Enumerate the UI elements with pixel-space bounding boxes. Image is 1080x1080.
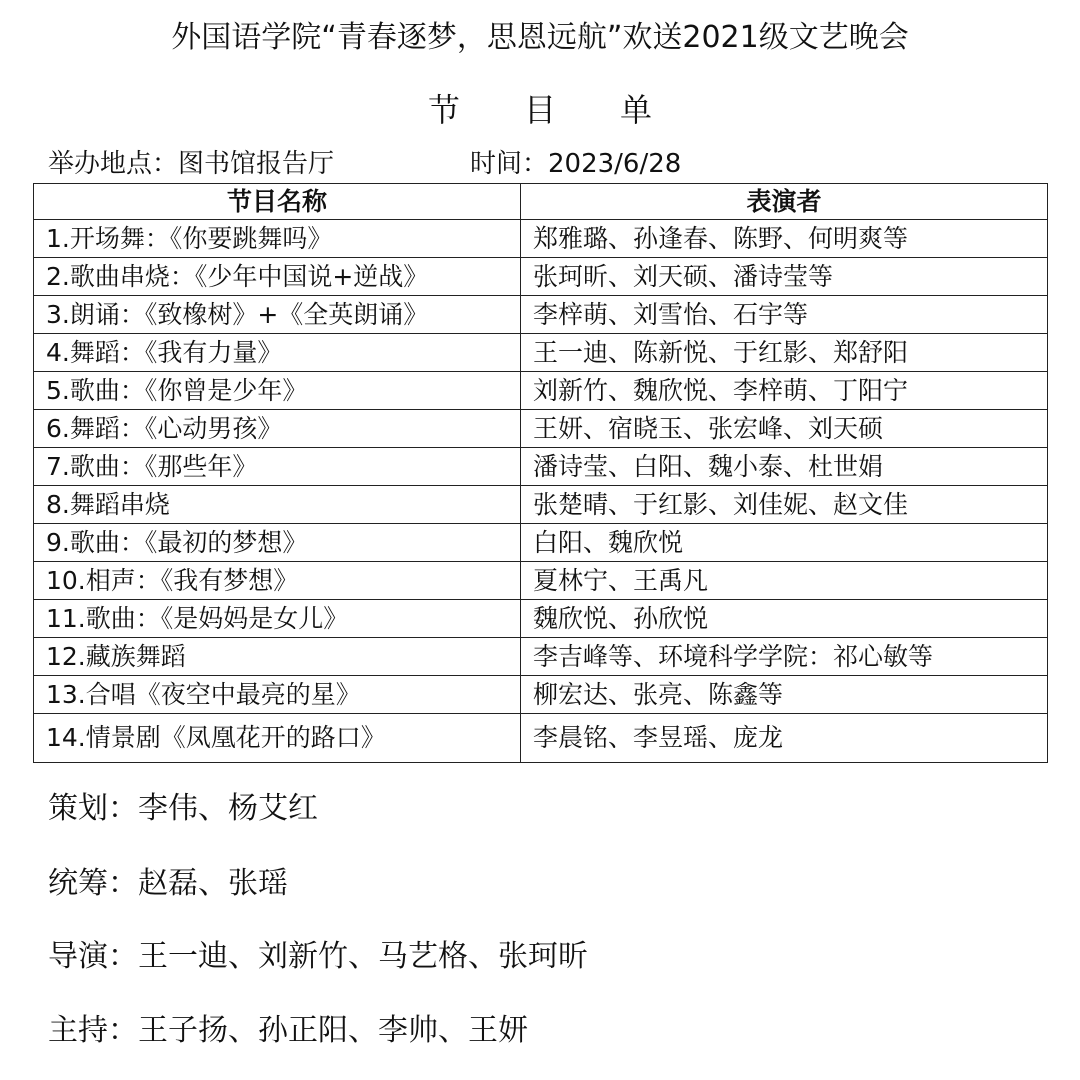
- document-title: 外国语学院“青春逐梦，思恩远航”欢送2021级文艺晚会: [171, 20, 909, 55]
- table-row: [34, 676, 1048, 714]
- program-name: 8.舞蹈串烧: [34, 486, 521, 524]
- performers: 王一迪、陈新悦、于红影、郑舒阳: [521, 334, 1048, 372]
- program-name: 3.朗诵：《致橡树》+《全英朗诵》: [34, 296, 521, 334]
- program-name: 5.歌曲：《你曾是少年》: [34, 372, 521, 410]
- program-name: 12.藏族舞蹈: [34, 638, 521, 676]
- table-row: [34, 714, 1048, 763]
- column-header-program: 节目名称: [34, 184, 521, 220]
- table-row: [34, 562, 1048, 600]
- column-header-performers: 表演者: [521, 184, 1048, 220]
- hosts-credit: 主持：王子扬、孙正阳、李帅、王妍: [48, 1013, 528, 1048]
- performers: 柳宏达、张亮、陈鑫等: [521, 676, 1048, 714]
- table-row: [34, 334, 1048, 372]
- performers: 刘新竹、魏欣悦、李梓萌、丁阳宁: [521, 372, 1048, 410]
- performers: 白阳、魏欣悦: [521, 524, 1048, 562]
- program-name: 2.歌曲串烧：《少年中国说+逆战》: [34, 258, 521, 296]
- program-name: 11.歌曲：《是妈妈是女儿》: [34, 600, 521, 638]
- program-name: 6.舞蹈：《心动男孩》: [34, 410, 521, 448]
- performers: 潘诗莹、白阳、魏小泰、杜世娟: [521, 448, 1048, 486]
- performers: 李晨铭、李昱瑶、庞龙: [521, 714, 1048, 763]
- table-row: [34, 258, 1048, 296]
- performers: 李梓萌、刘雪怡、石宇等: [521, 296, 1048, 334]
- date-text: 时间：2023/6/28: [470, 149, 682, 179]
- performers: 郑雅璐、孙逢春、陈野、何明爽等: [521, 220, 1048, 258]
- table-row: [34, 372, 1048, 410]
- program-name: 9.歌曲：《最初的梦想》: [34, 524, 521, 562]
- program-name: 1.开场舞：《你要跳舞吗》: [34, 220, 521, 258]
- table-row: [34, 410, 1048, 448]
- director-credit: 导演：王一迪、刘新竹、马艺格、张珂昕: [48, 939, 588, 974]
- program-name: 13.合唱《夜空中最亮的星》: [34, 676, 521, 714]
- table-header-row: [34, 184, 1048, 220]
- table-row: [34, 600, 1048, 638]
- performers: 张楚晴、于红影、刘佳妮、赵文佳: [521, 486, 1048, 524]
- program-name: 7.歌曲：《那些年》: [34, 448, 521, 486]
- planning-credit: 策划：李伟、杨艾红: [48, 791, 318, 826]
- performers: 李吉峰等、环境科学学院：祁心敏等: [521, 638, 1048, 676]
- performers: 魏欣悦、孙欣悦: [521, 600, 1048, 638]
- table-row: [34, 220, 1048, 258]
- venue-text: 举办地点：图书馆报告厅: [48, 149, 335, 179]
- program-list-heading: 节目单: [427, 91, 716, 129]
- program-table: [33, 183, 1048, 763]
- performers: 王妍、宿晓玉、张宏峰、刘天硕: [521, 410, 1048, 448]
- table-row: [34, 448, 1048, 486]
- table-row: [34, 638, 1048, 676]
- program-name: 4.舞蹈：《我有力量》: [34, 334, 521, 372]
- table-row: [34, 486, 1048, 524]
- program-name: 14.情景剧《凤凰花开的路口》: [34, 714, 521, 763]
- table-row: [34, 296, 1048, 334]
- performers: 夏林宁、王禹凡: [521, 562, 1048, 600]
- performers: 张珂昕、刘天硕、潘诗莹等: [521, 258, 1048, 296]
- coordination-credit: 统筹：赵磊、张瑶: [48, 866, 288, 901]
- table-row: [34, 524, 1048, 562]
- program-name: 10.相声：《我有梦想》: [34, 562, 521, 600]
